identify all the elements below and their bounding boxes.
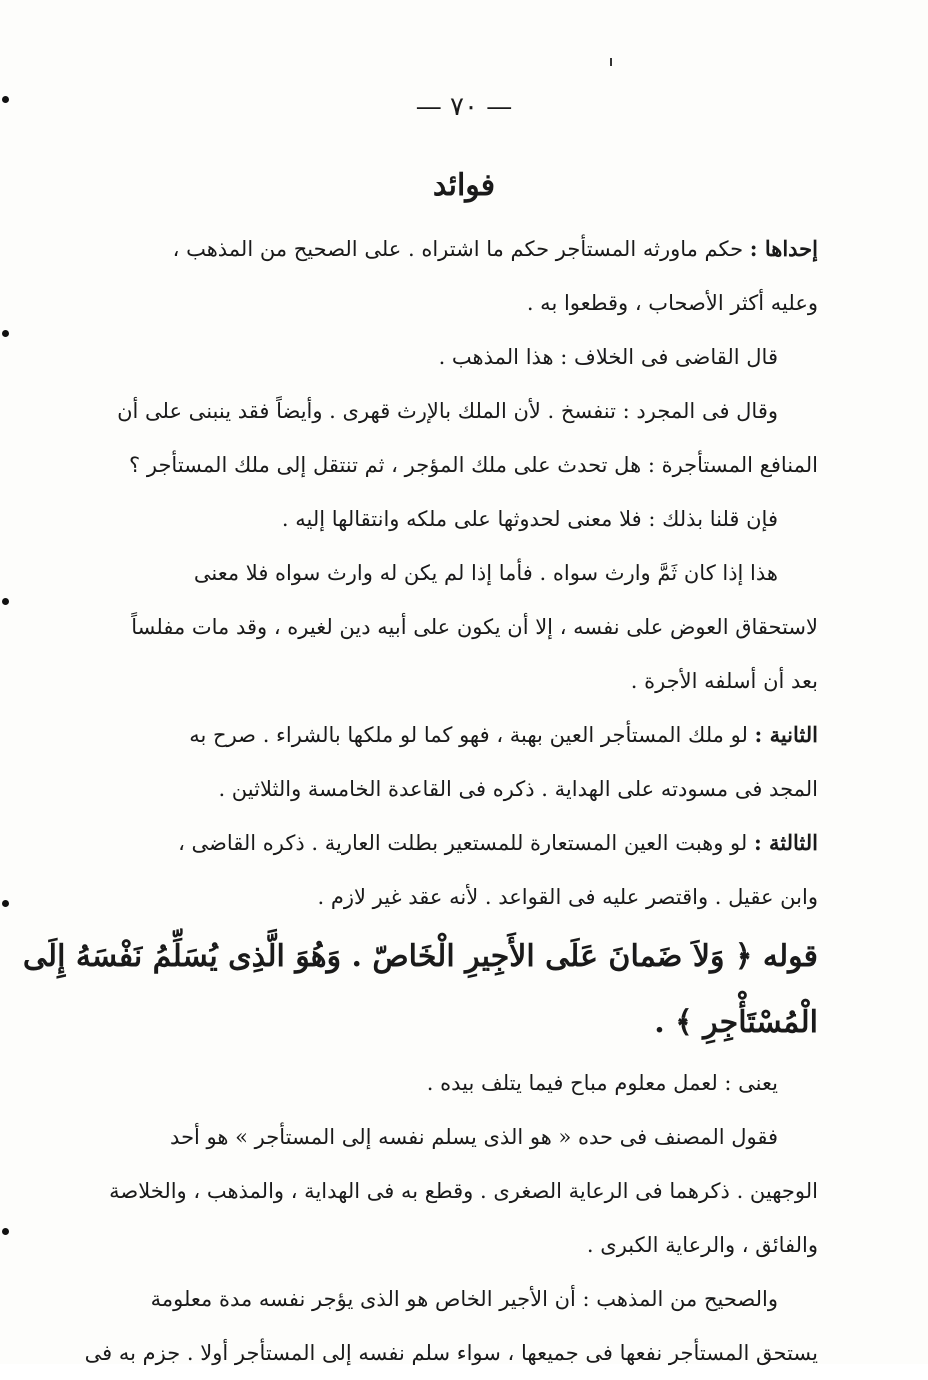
line-text: وابن عقيل . واقتصر عليه فى القواعد . لأنه عقد غير لازم . bbox=[317, 885, 818, 909]
text-line bbox=[100, 546, 818, 600]
line-lead: الثانية : bbox=[754, 722, 818, 747]
top-tick-mark bbox=[610, 58, 612, 66]
text-line bbox=[100, 654, 818, 708]
line-text: الْمُسْتَأْجِرِ ﴾ . bbox=[654, 1005, 818, 1040]
line-lead: الثالثة : bbox=[753, 830, 818, 855]
line-text: حكم ماورثه المستأجر حكم ما اشتراه . على الصحيح من المذهب ، bbox=[172, 237, 750, 261]
left-edge-mark bbox=[2, 598, 9, 605]
line-text: يستحق المستأجر نفعها فى جميعها ، سواء سلم نفسه إلى المستأجر أولا . جزم به فى bbox=[84, 1341, 818, 1365]
text-line bbox=[100, 492, 818, 546]
line-text: والصحيح من المذهب : أن الأجير الخاص هو الذى يؤجر نفسه مدة معلومة bbox=[150, 1287, 778, 1311]
text-line bbox=[100, 816, 818, 870]
text-line bbox=[100, 708, 818, 762]
text-line bbox=[100, 222, 818, 276]
text-line bbox=[100, 1164, 818, 1218]
text-line bbox=[100, 870, 818, 924]
text-line bbox=[84, 1326, 818, 1380]
line-text: المجد فى مسودته على الهداية . ذكره فى القاعدة الخامسة والثلاثين . bbox=[218, 777, 818, 801]
text-line bbox=[100, 1110, 818, 1164]
text-line bbox=[100, 762, 818, 816]
line-text: وعليه أكثر الأصحاب ، وقطعوا به . bbox=[526, 291, 818, 315]
text-line bbox=[100, 1272, 818, 1326]
line-lead: قوله bbox=[762, 939, 818, 974]
line-text: وقال فى المجرد : تنفسخ . لأن الملك بالإرث قهرى . وأيضاً فقد ينبنى على أن bbox=[117, 399, 778, 423]
left-edge-mark bbox=[2, 1228, 9, 1235]
text-line bbox=[22, 924, 818, 990]
line-text: هذا إذا كان ثَمَّ وارث سواه . فأما إذا لم يكن له وارث سواه فلا معنى bbox=[193, 561, 778, 585]
line-lead: إحداها : bbox=[749, 236, 818, 261]
text-line bbox=[100, 330, 818, 384]
section-heading: فوائد bbox=[432, 168, 496, 203]
text-line bbox=[100, 276, 818, 330]
line-text: الوجهين . ذكرهما فى الرعاية الصغرى . وقطع به فى الهداية ، والمذهب ، والخلاصة bbox=[109, 1179, 818, 1203]
line-text: المنافع المستأجرة : هل تحدث على ملك المؤجر ، ثم تنتقل إلى ملك المستأجر ؟ bbox=[129, 453, 818, 477]
line-text: لو ملك المستأجر العين بهبة ، فهو كما لو ملكها بالشراء . صرح به bbox=[189, 723, 755, 747]
line-text: قال القاضى فى الخلاف : هذا المذهب . bbox=[438, 345, 778, 369]
left-edge-mark bbox=[2, 96, 9, 103]
page-number: — ٧٠ — bbox=[415, 92, 513, 122]
line-text: بعد أن أسلفه الأجرة . bbox=[630, 669, 818, 693]
left-edge-mark bbox=[2, 330, 9, 337]
body-text bbox=[22, 222, 818, 1380]
line-text: يعنى : لعمل معلوم مباح فيما يتلف بيده . bbox=[426, 1071, 778, 1095]
text-line bbox=[100, 384, 818, 438]
line-text: فقول المصنف فى حده « هو الذى يسلم نفسه إلى المستأجر » هو أحد bbox=[170, 1125, 778, 1149]
line-text: لاستحقاق العوض على نفسه ، إلا أن يكون على أبيه دين لغيره ، وقد مات مفلساً bbox=[131, 615, 818, 639]
text-line bbox=[100, 990, 818, 1056]
line-text: لو وهبت العين المستعارة للمستعير بطلت العارية . ذكره القاضى ، bbox=[178, 831, 754, 855]
text-line bbox=[100, 438, 818, 492]
left-edge-mark bbox=[2, 900, 9, 907]
line-text: ﴿ وَلاَ ضَمانَ عَلَى الأَجِيرِ الْخَاصّ . وَهُوَ الَّذِى يُسَلِّمُ نَفْسَهُ إِلَى bbox=[22, 939, 763, 974]
line-text: فإن قلنا بذلك : فلا معنى لحدوثها على ملكه وانتقالها إليه . bbox=[281, 507, 778, 531]
text-line bbox=[100, 600, 818, 654]
text-line bbox=[100, 1056, 818, 1110]
line-text: والفائق ، والرعاية الكبرى . bbox=[586, 1233, 818, 1257]
text-line bbox=[100, 1218, 818, 1272]
